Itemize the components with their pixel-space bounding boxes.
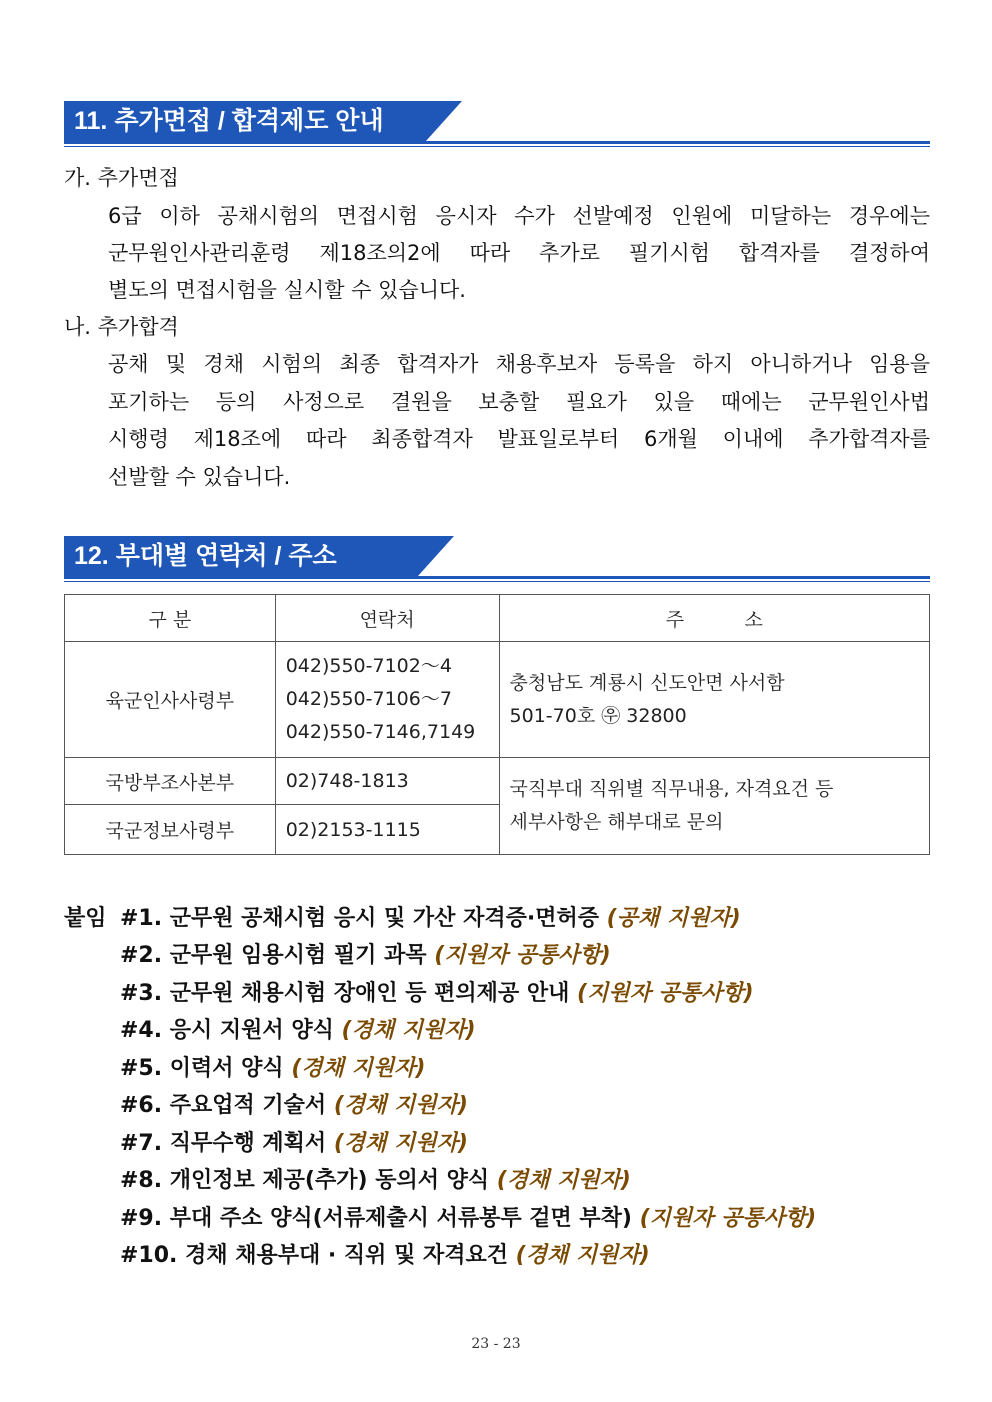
unit-cell: 국방부조사본부: [65, 758, 276, 805]
attachments-prefix: 붙임: [64, 906, 107, 931]
attachment-item: [120, 1200, 816, 1237]
attachment-title: #2. 군무원 임용시험 필기 과목: [120, 943, 427, 968]
phone-cell: [275, 642, 499, 758]
table-row: [65, 642, 930, 758]
section-11-header: [64, 101, 930, 149]
paragraph-line: 시행령 제18조에 따라 최종합격자 발표일로부터 6개월 이내에 추가합격자를: [108, 427, 930, 451]
column-header-unit: 구 분: [65, 595, 276, 642]
attachment-item: [120, 1162, 631, 1199]
attachment-title: #7. 직무수행 계획서: [120, 1131, 327, 1156]
attachment-title: #6. 주요업적 기술서: [120, 1093, 327, 1118]
attachment-title: #1. 군무원 공채시험 응시 및 가산 자격증·면허증: [120, 906, 599, 931]
unit-cell: 국군정보사령부: [65, 805, 276, 855]
header-tab-corner: [426, 101, 462, 141]
section-11-title: 11. 추가면접 / 합격제도 안내: [64, 101, 426, 141]
table-row: [65, 758, 930, 805]
attachment-tag: (경채 지원자): [496, 1168, 631, 1193]
paragraph-line: 별도의 면접시험을 실시할 수 있습니다.: [108, 278, 466, 302]
phone-number: 02)748-1813: [275, 758, 499, 805]
attachment-title: #9. 부대 주소 양식(서류제출시 서류봉투 겉면 부착): [120, 1206, 632, 1231]
attachment-item: [120, 1050, 425, 1087]
phone-number: 042)550-7146,7149: [285, 721, 476, 743]
attachment-tag: (지원자 공통사항): [577, 981, 754, 1006]
attachment-item: [120, 1237, 650, 1274]
phone-number: 042)550-7106～7: [285, 688, 452, 710]
address-cell: [499, 758, 929, 855]
attachment-item: [120, 1125, 468, 1162]
address-cell: [499, 642, 929, 758]
header-tab-corner: [418, 536, 454, 576]
column-header-address: 주 소: [499, 595, 929, 642]
unit-cell: 육군인사사령부: [65, 642, 276, 758]
attachment-tag: (경채 지원자): [333, 1093, 468, 1118]
section-12-header: [64, 536, 930, 584]
paragraph-line: 포기하는 등의 사정으로 결원을 보충할 필요가 있을 때에는 군무원인사법: [108, 390, 930, 414]
attachment-tag: (공채 지원자): [606, 906, 741, 931]
paragraph-line: 6급 이하 공채시험의 면접시험 응시자 수가 선발예정 인원에 미달하는 경우에는: [108, 204, 930, 228]
phone-number: 02)2153-1115: [275, 805, 499, 855]
attachment-item: [120, 1012, 476, 1049]
address-line: 501-70호 ㉾ 32800: [509, 704, 687, 727]
address-line: 충청남도 계룡시 신도안면 사서함: [509, 671, 785, 694]
address-line: 세부사항은 해부대로 문의: [509, 811, 724, 833]
attachment-tag: (경채 지원자): [515, 1243, 650, 1268]
paragraph-line: 군무원인사관리훈령 제18조의2에 따라 추가로 필기시험 합격자를 결정하여: [108, 241, 930, 265]
address-line: 국직부대 직위별 직무내용, 자격요건 등: [509, 778, 834, 800]
attachment-tag: (경채 지원자): [341, 1018, 476, 1043]
divider: [64, 581, 930, 582]
divider: [64, 141, 930, 144]
phone-number: 042)550-7102～4: [285, 655, 452, 677]
attachment-tag: (경채 지원자): [291, 1056, 426, 1081]
attachment-item: [120, 900, 741, 937]
attachment-title: #8. 개인정보 제공(추가) 동의서 양식: [120, 1168, 490, 1193]
contact-table: [64, 594, 930, 855]
attachment-item: [120, 1087, 468, 1124]
attachment-tag: (경채 지원자): [333, 1131, 468, 1156]
attachment-title: #3. 군무원 채용시험 장애인 등 편의제공 안내: [120, 981, 570, 1006]
attachment-title: #5. 이력서 양식: [120, 1056, 284, 1081]
attachment-title: #10. 경채 채용부대 · 직위 및 자격요건: [120, 1243, 508, 1268]
table-header-row: [65, 595, 930, 642]
page-number: 23 - 23: [471, 1336, 521, 1352]
attachment-item: [120, 975, 754, 1012]
attachment-item: [120, 937, 611, 974]
divider: [64, 146, 930, 147]
column-header-contact: 연락처: [275, 595, 499, 642]
attachment-tag: (지원자 공통사항): [434, 943, 611, 968]
divider: [64, 576, 930, 579]
attachment-title: #4. 응시 지원서 양식: [120, 1018, 334, 1043]
subsection-a-heading: 가. 추가면접: [64, 166, 179, 190]
attachment-tag: (지원자 공통사항): [639, 1206, 817, 1231]
paragraph-line: 공채 및 경채 시험의 최종 합격자가 채용후보자 등록을 하지 아니하거나 임용을: [108, 352, 930, 376]
section-12-title: 12. 부대별 연락처 / 주소: [64, 536, 418, 576]
subsection-b-heading: 나. 추가합격: [64, 315, 179, 339]
paragraph-line: 선발할 수 있습니다.: [108, 465, 291, 489]
